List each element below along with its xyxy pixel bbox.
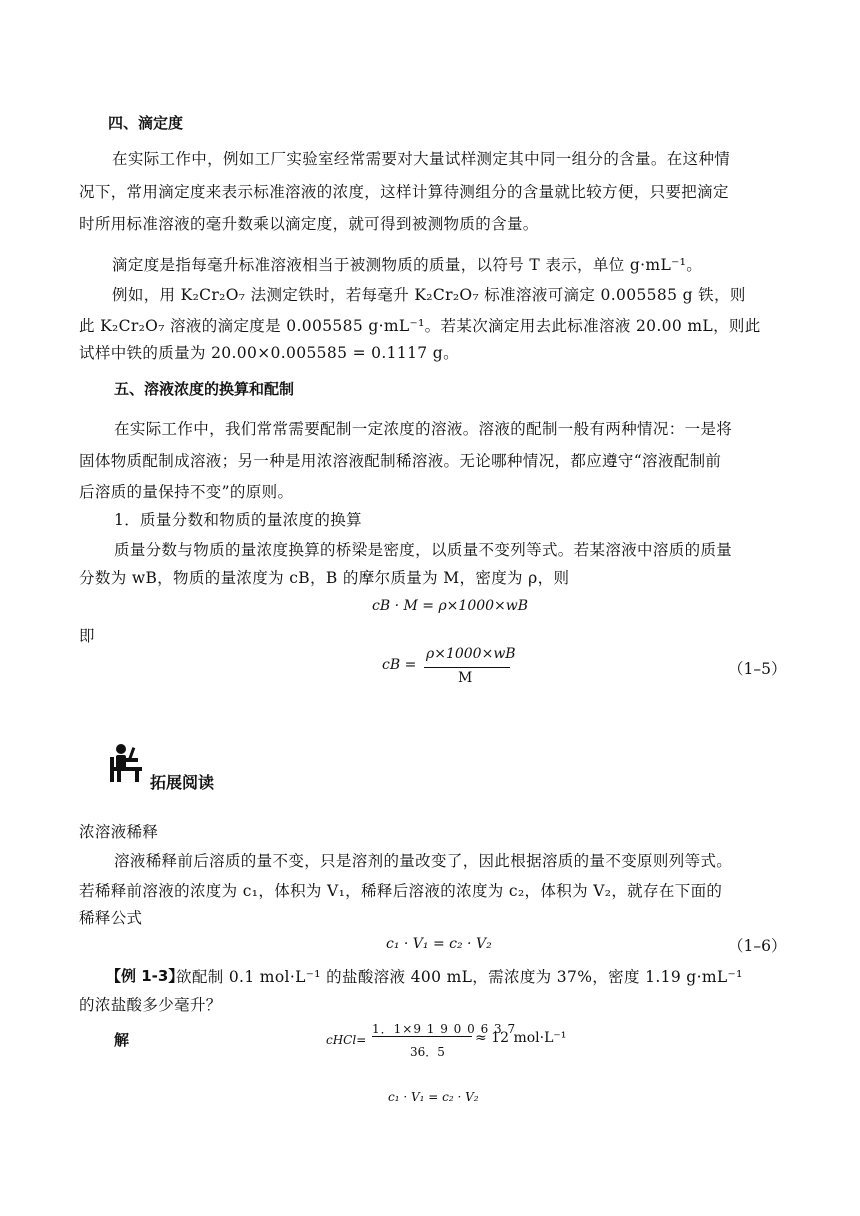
reading-person-icon: [110, 743, 146, 783]
example-text: 欲配制 0.1 mol·L⁻¹ 的盐酸溶液 400 mL，需浓度为 37%，密度 1.19 g·mL⁻¹: [176, 968, 743, 986]
section-heading-titer: 四、滴定度: [108, 114, 184, 132]
paragraph-line: 溶液稀释前后溶质的量不变，只是溶剂的量改变了，因此根据溶质的量不变原则列等式。: [114, 852, 733, 870]
equation-denominator: 36．5: [410, 1045, 445, 1059]
equation-lhs: cB =: [382, 657, 417, 673]
example-text: 的浓盐酸多少毫升？: [79, 996, 222, 1014]
paragraph-line: 此 K₂Cr₂O₇ 溶液的滴定度是 0.005585 g·mL⁻¹。若某次滴定用去此标准溶液 20.00 mL，则此: [79, 317, 761, 335]
reading-title: 拓展阅读: [150, 773, 215, 792]
equation-number: （1–6）: [728, 937, 787, 955]
paragraph-line: 分数为 wB，物质的量浓度为 cB，B 的摩尔质量为 M，密度为 ρ，则: [79, 569, 570, 587]
word-ji: 即: [79, 627, 95, 645]
equation-numerator: 1．1×9 1 9 0 0 6 3 7: [372, 1022, 517, 1036]
subsection-heading: 1．质量分数和物质的量浓度的换算: [114, 511, 362, 529]
example-label: 【例 1-3】: [106, 967, 184, 985]
equation-lhs: cHCl=: [326, 1033, 367, 1047]
equation-result: ≈ 12 mol·L⁻¹: [475, 1030, 567, 1046]
solution-label: 解: [114, 1031, 130, 1049]
equation-mass-fraction: cB · M = ρ×1000×wB: [372, 598, 529, 614]
equation-dilution: c₁ · V₁ = c₂ · V₂: [386, 936, 492, 952]
paragraph-line: 在实际工作中，例如工厂实验室经常需要对大量试样测定其中同一组分的含量。在这种情: [112, 150, 731, 168]
paragraph-line: 质量分数与物质的量浓度换算的桥梁是密度，以质量不变列等式。若某溶液中溶质的质量: [114, 541, 733, 559]
equation-number: （1–5）: [728, 660, 787, 678]
paragraph-line: 稀释公式: [79, 909, 143, 927]
equation-denominator: M: [458, 670, 473, 686]
fraction-bar: [424, 667, 510, 668]
paragraph-line: 况下，常用滴定度来表示标准溶液的浓度，这样计算待测组分的含量就比较方便，只要把滴定: [79, 183, 729, 201]
paragraph-line: 若稀释前溶液的浓度为 c₁，体积为 V₁，稀释后溶液的浓度为 c₂，体积为 V₂，就存在下面的: [79, 882, 723, 900]
paragraph-line: 例如，用 K₂Cr₂O₇ 法测定铁时，若每毫升 K₂Cr₂O₇ 标准溶液可滴定 0.005585 g 铁，则: [112, 286, 746, 304]
reading-subtitle: 浓溶液稀释: [79, 823, 159, 841]
paragraph-line: 时所用标准溶液的毫升数乘以滴定度，就可得到被测物质的含量。: [79, 215, 539, 233]
paragraph-line: 滴定度是指每毫升标准溶液相当于被测物质的质量，以符号 T 表示，单位 g·mL⁻¹。: [112, 256, 703, 274]
paragraph-line: 后溶质的量保持不变”的原则。: [79, 483, 294, 501]
paragraph-line: 在实际工作中，我们常常需要配制一定浓度的溶液。溶液的配制一般有两种情况：一是将: [114, 420, 733, 438]
fraction-bar: [372, 1036, 472, 1037]
equation-numerator: ρ×1000×wB: [426, 646, 516, 662]
paragraph-line: 固体物质配制成溶液；另一种是用浓溶液配制稀溶液。无论哪种情况，都应遵守“溶液配制前: [79, 452, 722, 470]
paragraph-line: 试样中铁的质量为 20.00×0.005585 = 0.1117 g。: [79, 344, 459, 362]
equation-dilution: c₁ · V₁ = c₂ · V₂: [388, 1090, 479, 1104]
section-heading-conversion: 五、溶液浓度的换算和配制: [114, 380, 295, 398]
